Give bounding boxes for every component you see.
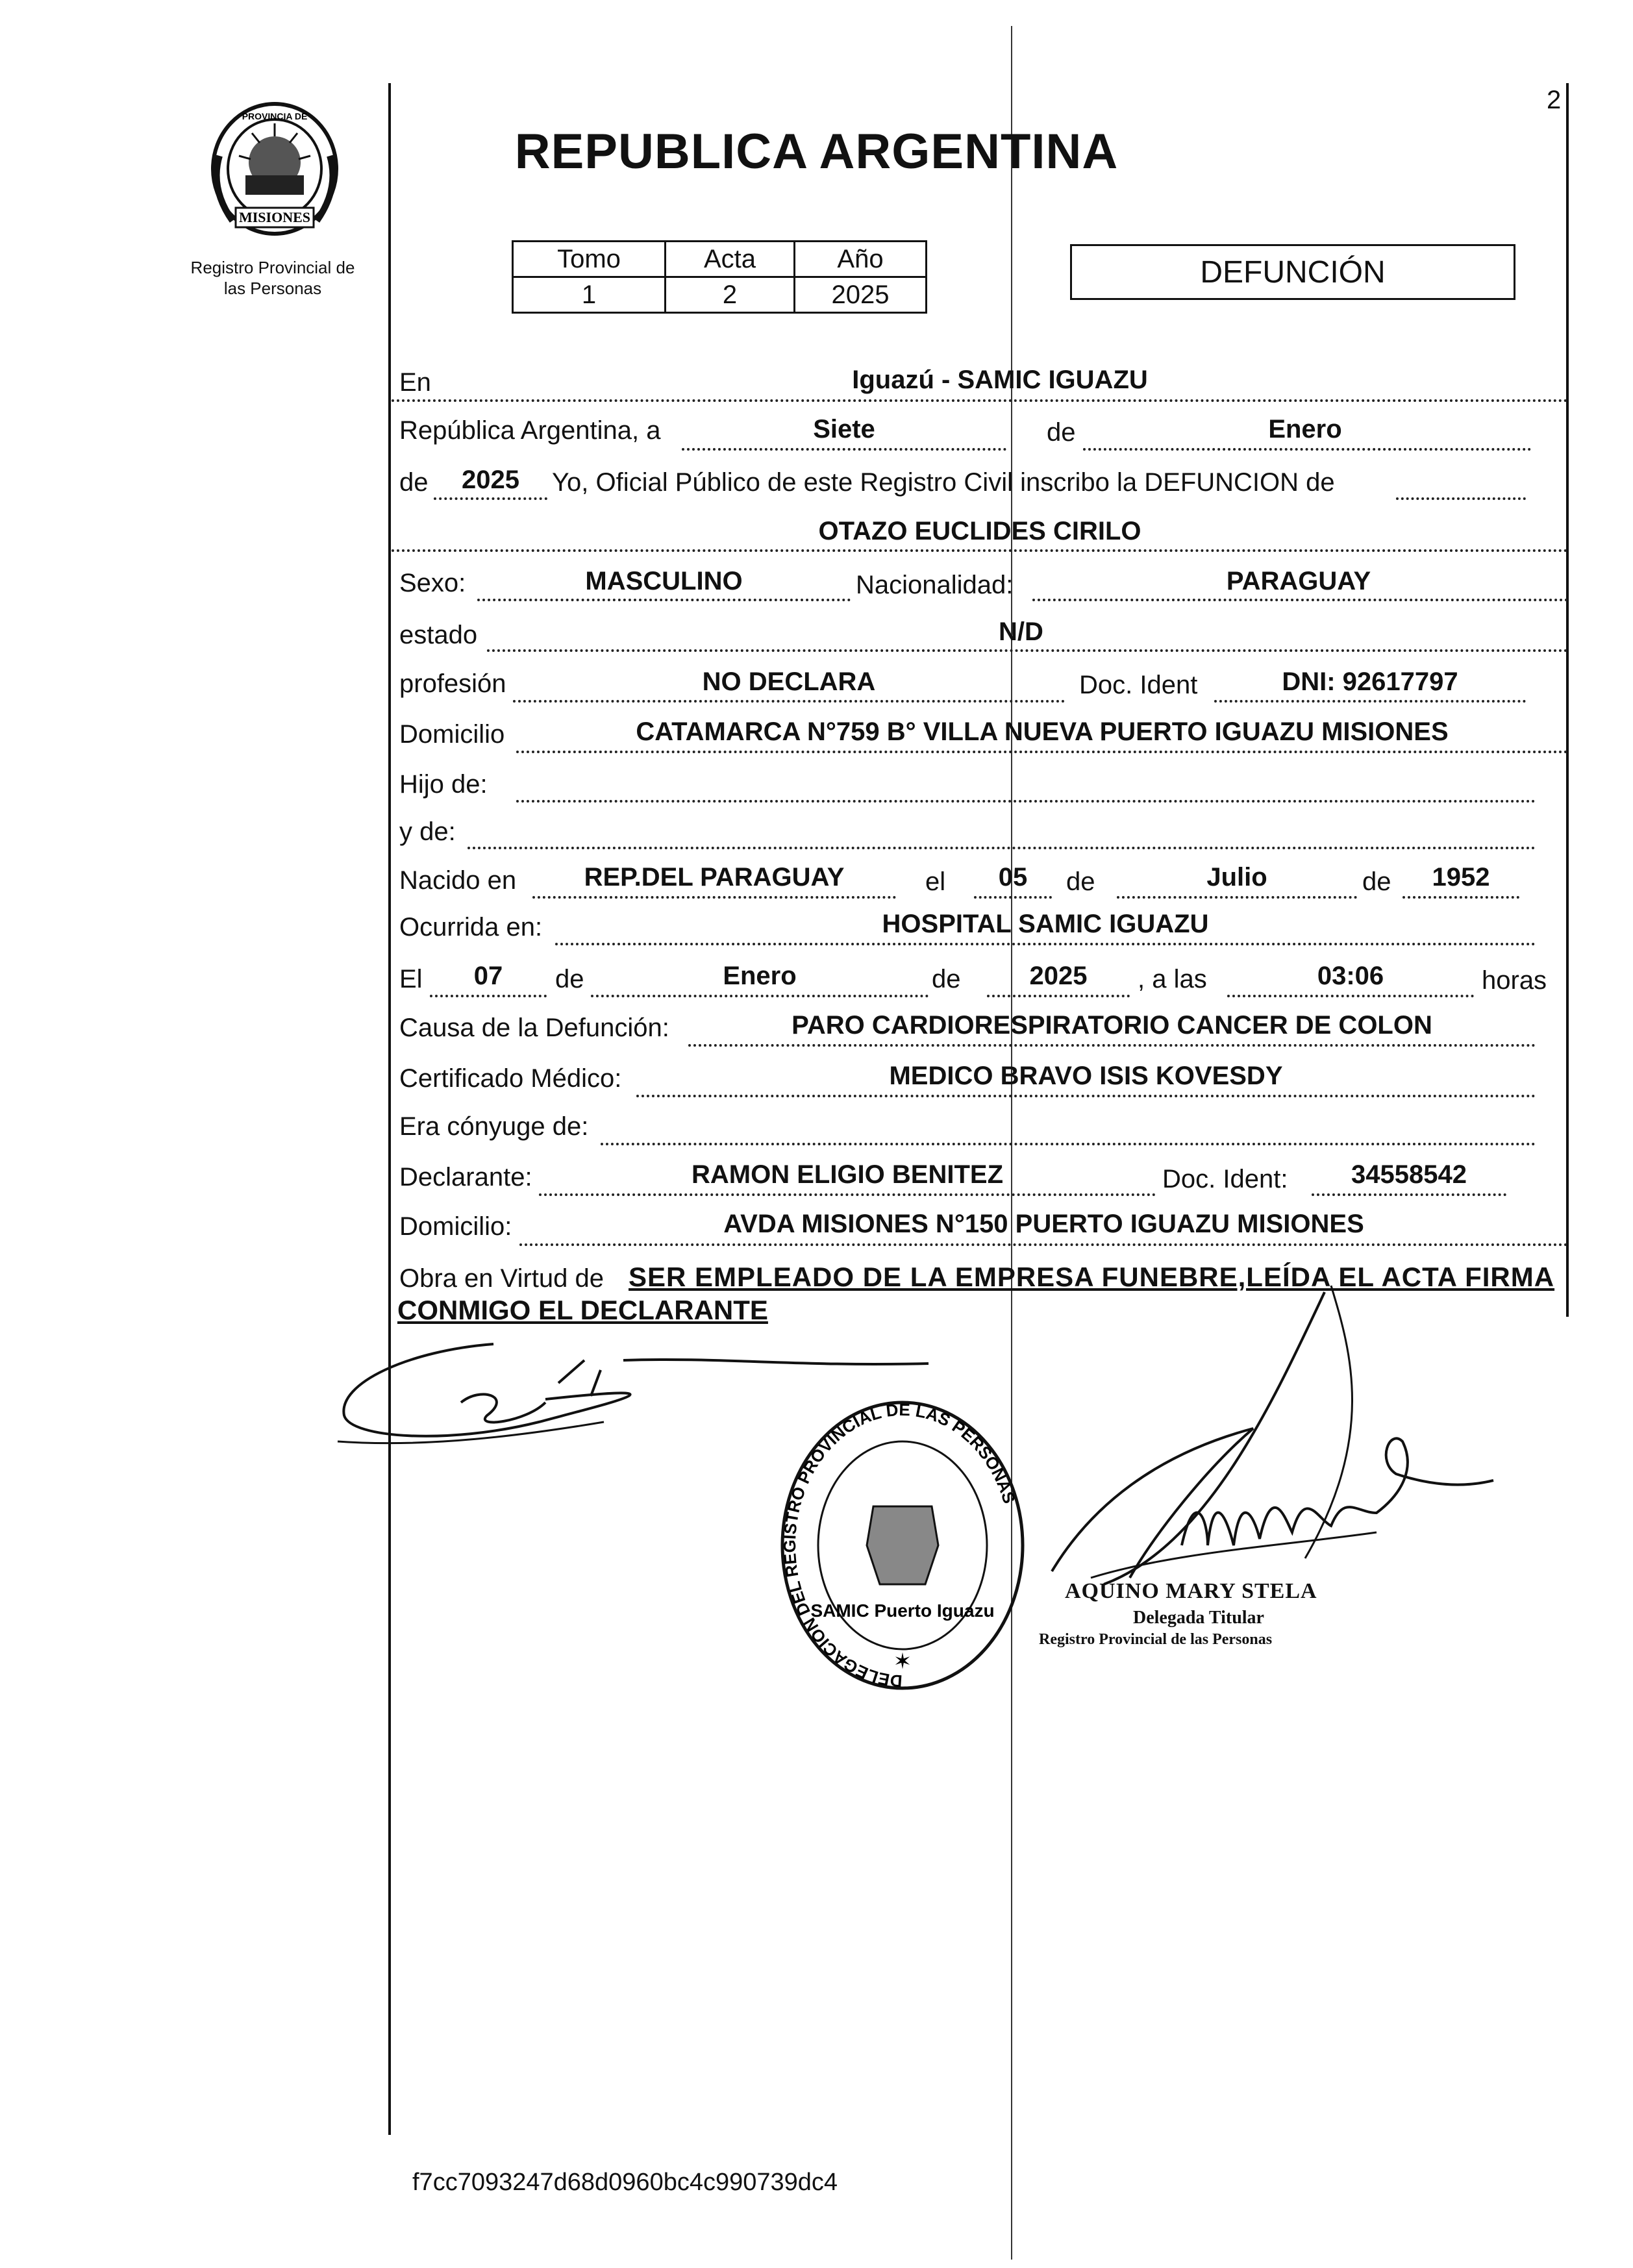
value-declarante-doc: 34558542	[1351, 1160, 1467, 1189]
label-de-4: de	[1362, 867, 1391, 896]
stamp-ring-text: DELEGACION DEL REGISTRO PROVINCIAL DE LAS PERSONAS	[779, 1399, 1019, 1691]
dots-y-de	[467, 847, 1536, 849]
label-conyuge: Era cónyuge de:	[399, 1112, 589, 1141]
label-estado: estado	[399, 621, 478, 649]
label-declarante: Declarante:	[399, 1163, 532, 1191]
stamp-star-icon: ✶	[893, 1649, 912, 1674]
value-fallecimiento-mes: Enero	[723, 962, 797, 990]
registry-name-line2: las Personas	[223, 279, 322, 298]
row-line	[392, 399, 1568, 402]
label-domicilio: Domicilio	[399, 720, 505, 749]
label-hijo-de: Hijo de:	[399, 770, 488, 799]
dots-hora	[1227, 995, 1474, 997]
dots-sexo	[477, 599, 851, 601]
value-profesion: NO DECLARA	[702, 667, 876, 696]
anio-header: Año	[795, 242, 927, 277]
dots-profesion	[513, 700, 1065, 703]
record-type-box: DEFUNCIÓN	[1070, 244, 1515, 300]
stamp-inner-text: SAMIC Puerto Iguazu	[810, 1601, 995, 1621]
signatory-role: Delegada Titular	[1133, 1608, 1264, 1628]
row-line	[392, 549, 1568, 552]
page-number: 2	[1547, 86, 1562, 114]
label-de-6: de	[932, 965, 961, 993]
official-signature-icon	[1013, 1273, 1506, 1610]
signatory-office: Registro Provincial de las Personas	[1039, 1631, 1273, 1648]
dots-declarante-doc	[1312, 1193, 1506, 1196]
value-certificado: MEDICO BRAVO ISIS KOVESDY	[889, 1062, 1283, 1090]
value-declarante: RAMON ELIGIO BENITEZ	[692, 1160, 1003, 1189]
dots-conyuge	[601, 1143, 1536, 1145]
label-a-las: , a las	[1138, 965, 1207, 993]
dots-ocurrida-en	[555, 943, 1536, 945]
document-hash: f7cc7093247d68d0960bc4c990739dc4	[412, 2169, 838, 2196]
dots-mes	[1083, 448, 1531, 451]
dots-documento	[1214, 700, 1526, 703]
dots-nacionalidad	[1032, 599, 1568, 601]
dots-tail	[1396, 497, 1526, 500]
value-nacido-en: REP.DEL PARAGUAY	[584, 863, 845, 891]
label-certificado: Certificado Médico:	[399, 1064, 622, 1093]
left-margin-line	[388, 83, 391, 2135]
value-domicilio: CATAMARCA N°759 B° VILLA NUEVA PUERTO IGUAZU MISIONES	[636, 717, 1449, 746]
registry-name	[166, 257, 380, 299]
label-nacido-en: Nacido en	[399, 866, 517, 895]
dots-fallecimiento-mes	[591, 995, 929, 997]
label-de-3: de	[1066, 867, 1095, 896]
value-nacimiento-mes: Julio	[1206, 863, 1267, 891]
label-causa: Causa de la Defunción:	[399, 1014, 669, 1042]
label-republica-a: República Argentina, a	[399, 416, 661, 445]
value-nacimiento-anio: 1952	[1432, 863, 1490, 891]
label-de-1: de	[1047, 418, 1076, 447]
value-causa: PARO CARDIORESPIRATORIO CANCER DE COLON	[792, 1011, 1432, 1040]
label-de-5: de	[555, 965, 584, 993]
dots-declarante	[539, 1193, 1156, 1196]
dots-domicilio	[516, 751, 1568, 753]
value-dia-texto: Siete	[813, 415, 875, 443]
label-yo-oficial: Yo, Oficial Público de este Registro Civil inscribo la DEFUNCION de	[552, 468, 1335, 497]
acta-table	[512, 240, 927, 314]
label-y-de: y de:	[399, 817, 456, 846]
dots-nacido-en	[532, 896, 896, 899]
dots-nacimiento-dia	[974, 896, 1052, 899]
registry-stamp-icon	[776, 1396, 1029, 1695]
label-el-cap: El	[399, 965, 423, 993]
value-lugar: Iguazú - SAMIC IGUAZU	[852, 366, 1148, 394]
value-documento: DNI: 92617797	[1282, 667, 1458, 696]
dots-fallecimiento-anio	[987, 995, 1130, 997]
label-sexo: Sexo:	[399, 569, 466, 597]
label-nacionalidad: Nacionalidad:	[856, 571, 1014, 599]
value-nacionalidad: PARAGUAY	[1226, 567, 1371, 595]
tomo-header: Tomo	[513, 242, 666, 277]
value-mes: Enero	[1268, 415, 1342, 443]
value-nombre: OTAZO EUCLIDES CIRILO	[818, 517, 1141, 545]
label-horas: horas	[1482, 966, 1547, 995]
dots-certificado	[636, 1095, 1536, 1097]
registry-name-line1: Registro Provincial de	[190, 258, 355, 277]
seal-text-top: PROVINCIA DE	[242, 111, 308, 121]
right-margin-line	[1566, 83, 1569, 1317]
label-ocurrida-en: Ocurrida en:	[399, 913, 543, 941]
anio-value: 2025	[795, 277, 927, 313]
label-doc-ident-declarante: Doc. Ident:	[1162, 1165, 1288, 1193]
value-hora: 03:06	[1317, 962, 1384, 990]
value-obra-line1: SER EMPLEADO DE LA EMPRESA FUNEBRE,LEÍDA EL ACTA FIRMA	[629, 1262, 1555, 1292]
value-obra-line2: CONMIGO EL DECLARANTE	[397, 1295, 768, 1325]
value-estado: N/D	[999, 617, 1043, 646]
dots-fallecimiento-dia	[430, 995, 547, 997]
label-el: el	[925, 867, 946, 896]
seal-text-bottom: MISIONES	[238, 209, 311, 225]
dots-dia	[682, 448, 1006, 451]
dots-declarante-domicilio	[519, 1243, 1568, 1246]
value-ocurrida-en: HOSPITAL SAMIC IGUAZU	[882, 910, 1209, 938]
label-doc-ident: Doc. Ident	[1079, 671, 1198, 699]
dots-causa	[688, 1044, 1536, 1047]
dots-nacimiento-anio	[1402, 896, 1519, 899]
value-declarante-domicilio: AVDA MISIONES N°150 PUERTO IGUAZU MISIONES	[723, 1210, 1364, 1238]
value-fallecimiento-dia: 07	[473, 962, 503, 990]
value-nacimiento-dia: 05	[998, 863, 1028, 891]
label-profesion: profesión	[399, 669, 506, 698]
value-sexo: MASCULINO	[585, 567, 743, 595]
document-title: REPUBLICA ARGENTINA	[514, 124, 1119, 179]
dots-nacimiento-mes	[1117, 896, 1357, 899]
dots-anio	[434, 497, 547, 500]
label-obra: Obra en Virtud de	[399, 1264, 605, 1293]
tomo-value: 1	[513, 277, 666, 313]
label-en: En	[399, 368, 431, 397]
signatory-name: AQUINO MARY STELA	[1065, 1579, 1317, 1603]
label-de-2: de	[399, 468, 429, 497]
dots-hijo-de	[516, 800, 1536, 803]
acta-header: Acta	[666, 242, 795, 277]
value-fallecimiento-anio: 2025	[1029, 962, 1088, 990]
label-domicilio-declarante: Domicilio:	[399, 1212, 512, 1241]
dots-estado	[487, 649, 1568, 652]
value-anio: 2025	[462, 466, 519, 494]
acta-value: 2	[666, 277, 795, 313]
